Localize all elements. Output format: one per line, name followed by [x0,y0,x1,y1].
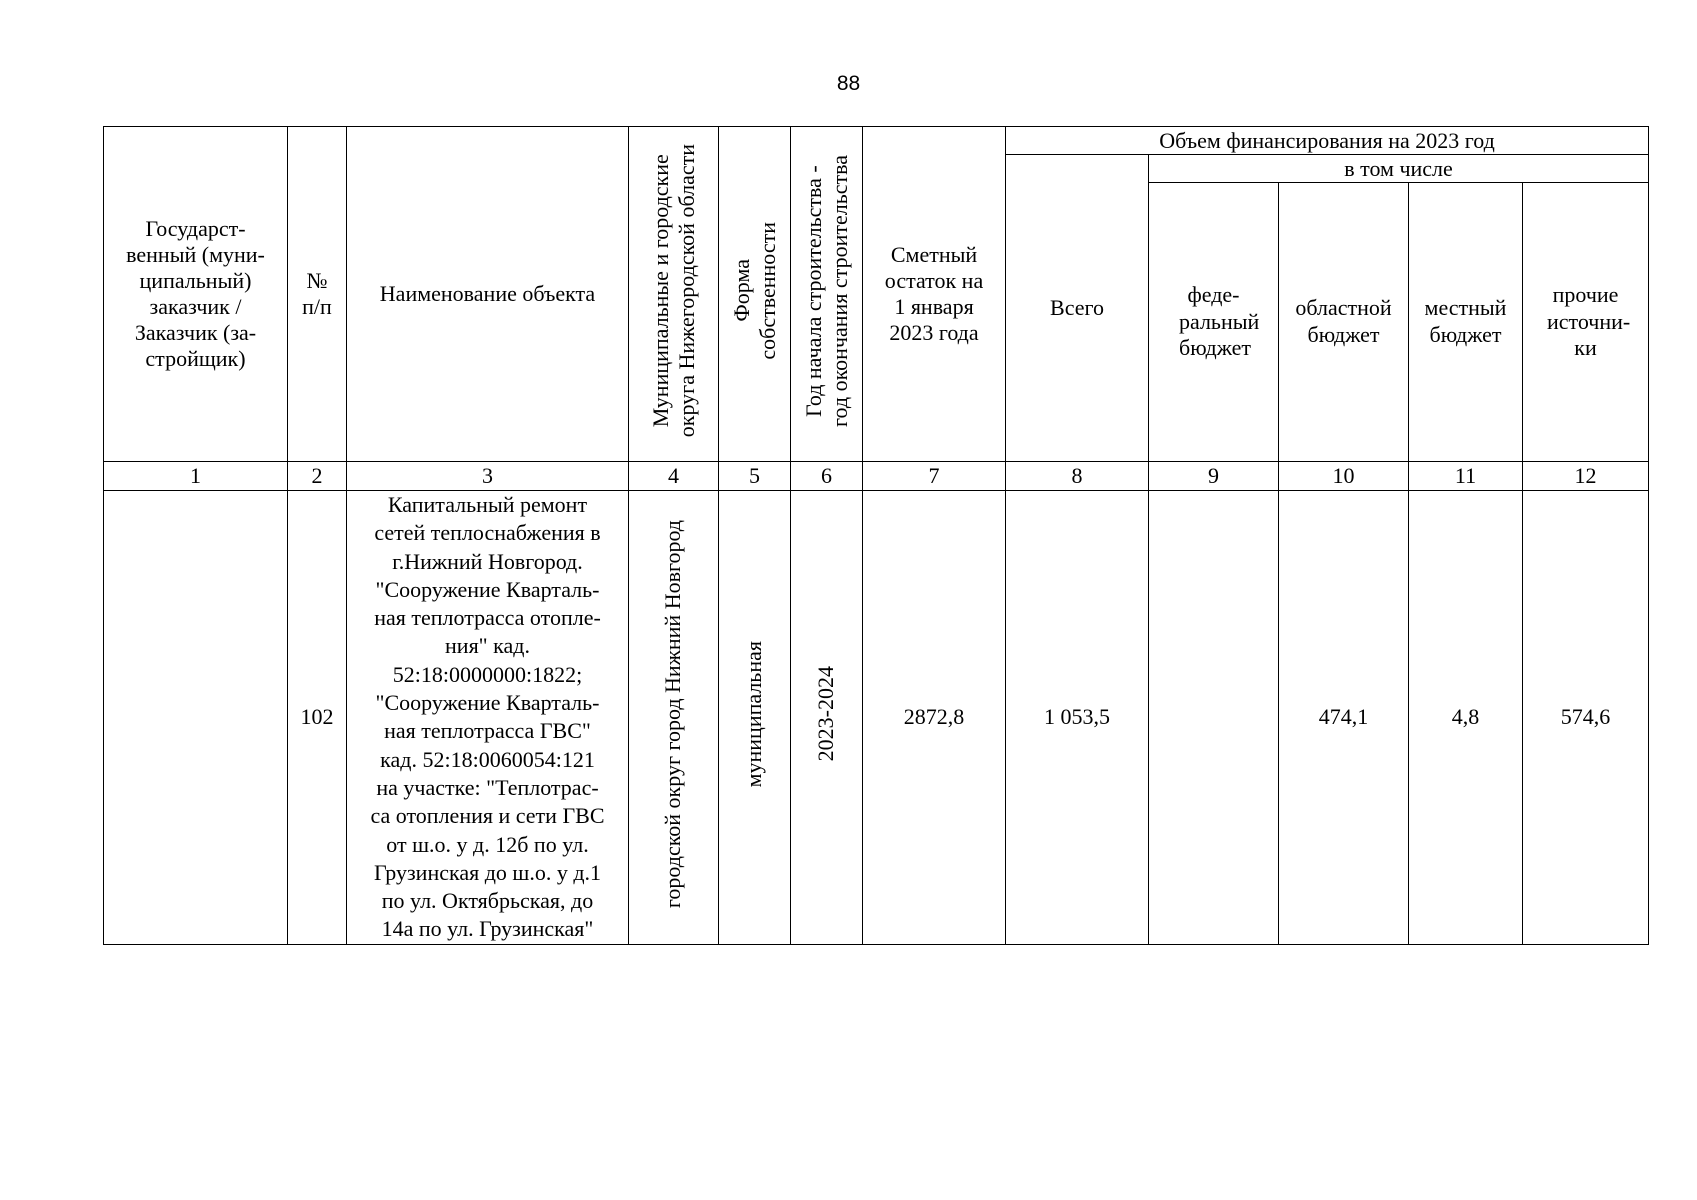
column-number: 5 [719,462,791,491]
header-customer: Государст-венный (муни-ципальный) заказчик / Заказчик (за-стройщик) [104,127,288,462]
row-years [791,491,863,945]
column-number: 12 [1523,462,1649,491]
object-name-line: Грузинская до ш.о. у д.1 [373,859,602,885]
row-customer [104,491,288,945]
column-number: 2 [288,462,347,491]
column-number: 4 [629,462,719,491]
object-name-line: г.Нижний Новгород. [392,548,583,574]
row-federal [1149,491,1279,945]
row-regional: 474,1 [1279,491,1409,945]
object-name-line: ния" кад. [445,633,530,659]
header-funding-title: Объем финансирования на 2023 год [1006,127,1649,155]
header-municipality-text: Муниципальные и городские округа Нижегородской области [647,144,699,438]
column-number: 11 [1409,462,1523,491]
object-name-line: 14а по ул. Грузинская" [381,916,594,942]
row-local: 4,8 [1409,491,1523,945]
header-total: Всего [1006,155,1149,462]
header-regional: областной бюджет [1279,183,1409,462]
page-number: 88 [836,72,861,95]
row-ownership [719,491,791,945]
object-name-line: сетей теплоснабжения в [374,520,601,546]
object-name-line: ная теплотрасса ГВС" [384,718,591,744]
row-ownership-text: муниципальная [741,640,767,788]
object-name-line: 52:18:0000000:1822; [392,661,583,687]
object-name-line: кад. 52:18:0060054:121 [380,746,595,772]
header-years-text: Год начала строительства - год окончания строительства [800,155,852,427]
row-years-text: 2023-2024 [813,666,839,762]
row-number: 102 [288,491,347,945]
header-other: прочие источни-ки [1523,183,1649,462]
column-number: 7 [863,462,1006,491]
header-local: местный бюджет [1409,183,1523,462]
object-name-line: "Сооружение Кварталь- [375,690,600,716]
object-name-line: Капитальный ремонт [387,492,588,517]
row-total: 1 053,5 [1006,491,1149,945]
header-number: № п/п [288,127,347,462]
column-number: 1 [104,462,288,491]
header-object-name: Наименование объекта [347,127,629,462]
header-years [791,127,863,462]
header-including: в том числе [1149,155,1649,183]
row-object-name [347,491,629,945]
financing-table [103,126,1649,945]
row-other: 574,6 [1523,491,1649,945]
object-name-line: "Сооружение Кварталь- [375,576,600,602]
column-number-row [104,462,1649,491]
header-municipality [629,127,719,462]
column-number: 9 [1149,462,1279,491]
header-ownership-text: Форма собственности [728,222,780,360]
column-number: 8 [1006,462,1149,491]
object-name-line: ная теплотрасса отопле- [374,605,601,631]
column-number: 3 [347,462,629,491]
row-municipality-text: городской округ город Нижний Новгород [660,519,686,908]
table-row [104,491,1649,945]
object-name-line: от ш.о. у д. 12б по ул. [386,831,589,857]
row-estimated-balance: 2872,8 [863,491,1006,945]
object-name-line: по ул. Октябрьская, до [381,888,594,914]
column-number: 6 [791,462,863,491]
column-number: 10 [1279,462,1409,491]
object-name-line: са отопления и сети ГВС [370,803,605,829]
object-name-line: на участке: "Теплотрас- [376,774,599,800]
row-municipality [629,491,719,945]
header-ownership [719,127,791,462]
header-estimated-balance: Сметный остаток на 1 января 2023 года [863,127,1006,462]
header-federal: феде-ральный бюджет [1149,183,1279,462]
